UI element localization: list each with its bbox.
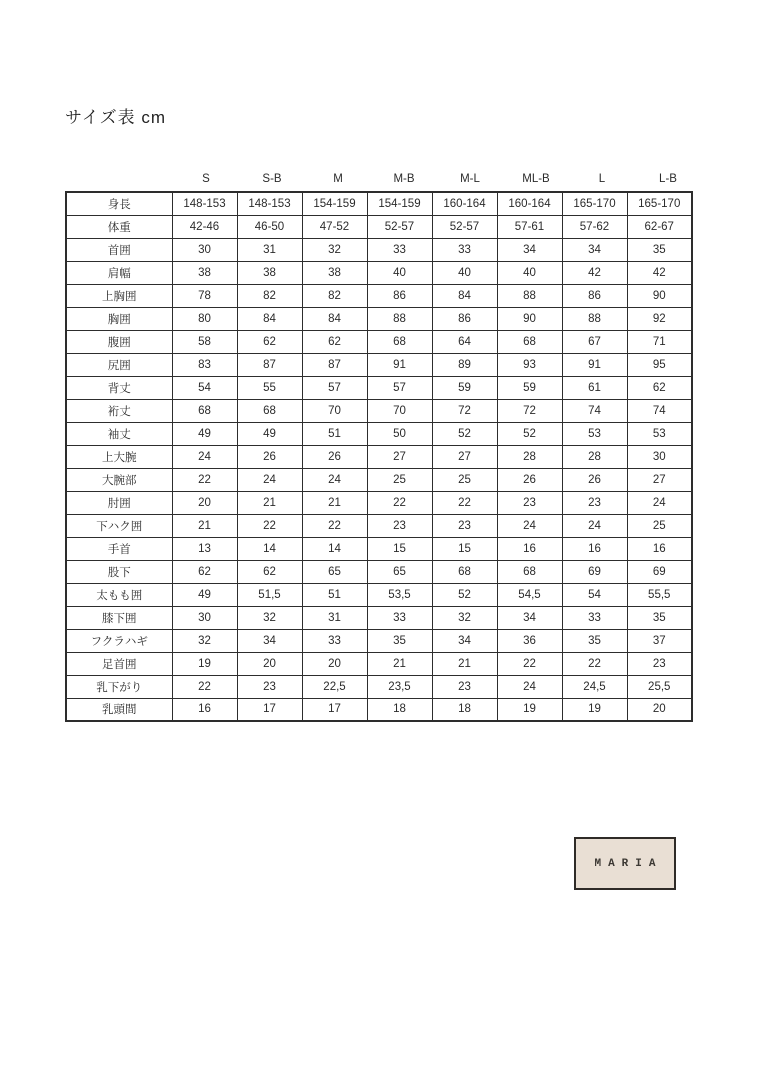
cell: 40 (497, 261, 562, 284)
cell: 24 (562, 514, 627, 537)
cell: 87 (302, 353, 367, 376)
cell: 23 (497, 491, 562, 514)
row-label: 裄丈 (66, 399, 172, 422)
cell: 33 (302, 629, 367, 652)
cell: 33 (367, 606, 432, 629)
cell: 84 (237, 307, 302, 330)
cell: 21 (302, 491, 367, 514)
column-header-m-l: M-L (460, 172, 480, 185)
cell: 91 (562, 353, 627, 376)
cell: 26 (302, 445, 367, 468)
cell: 37 (627, 629, 692, 652)
cell: 160-164 (497, 192, 562, 215)
cell: 165-170 (627, 192, 692, 215)
table-row (66, 261, 692, 284)
cell: 62 (237, 330, 302, 353)
cell: 74 (627, 399, 692, 422)
cell: 24 (237, 468, 302, 491)
cell: 93 (497, 353, 562, 376)
row-label: 上胸囲 (66, 284, 172, 307)
row-label: 首囲 (66, 238, 172, 261)
cell: 67 (562, 330, 627, 353)
cell: 15 (367, 537, 432, 560)
cell: 21 (432, 652, 497, 675)
cell: 18 (432, 698, 497, 721)
cell: 52 (432, 583, 497, 606)
table-row (66, 629, 692, 652)
cell: 68 (432, 560, 497, 583)
size-header-row (65, 166, 701, 191)
cell: 22,5 (302, 675, 367, 698)
cell: 26 (497, 468, 562, 491)
cell: 28 (497, 445, 562, 468)
cell: 65 (302, 560, 367, 583)
cell: 38 (237, 261, 302, 284)
cell: 62 (627, 376, 692, 399)
cell: 52 (432, 422, 497, 445)
table-row (66, 445, 692, 468)
cell: 18 (367, 698, 432, 721)
cell: 25 (432, 468, 497, 491)
cell: 34 (432, 629, 497, 652)
cell: 90 (627, 284, 692, 307)
cell: 55 (237, 376, 302, 399)
cell: 72 (497, 399, 562, 422)
cell: 71 (627, 330, 692, 353)
table-row (66, 468, 692, 491)
cell: 57-62 (562, 215, 627, 238)
column-header-m: M (333, 172, 343, 185)
cell: 61 (562, 376, 627, 399)
cell: 64 (432, 330, 497, 353)
column-header-l-b: L-B (659, 172, 677, 185)
cell: 35 (562, 629, 627, 652)
cell: 23 (627, 652, 692, 675)
table-row (66, 675, 692, 698)
cell: 34 (237, 629, 302, 652)
cell: 148-153 (172, 192, 237, 215)
cell: 50 (367, 422, 432, 445)
cell: 22 (237, 514, 302, 537)
cell: 38 (172, 261, 237, 284)
cell: 20 (172, 491, 237, 514)
cell: 17 (237, 698, 302, 721)
cell: 16 (562, 537, 627, 560)
table-row (66, 514, 692, 537)
cell: 86 (367, 284, 432, 307)
cell: 59 (432, 376, 497, 399)
cell: 47-52 (302, 215, 367, 238)
cell: 25 (627, 514, 692, 537)
cell: 21 (367, 652, 432, 675)
cell: 22 (367, 491, 432, 514)
table-row (66, 307, 692, 330)
cell: 69 (562, 560, 627, 583)
cell: 34 (562, 238, 627, 261)
cell: 42 (562, 261, 627, 284)
row-label: 尻囲 (66, 353, 172, 376)
row-label: 股下 (66, 560, 172, 583)
cell: 53,5 (367, 583, 432, 606)
cell: 88 (367, 307, 432, 330)
cell: 13 (172, 537, 237, 560)
table-row (66, 422, 692, 445)
row-label: 袖丈 (66, 422, 172, 445)
row-label: 肘囲 (66, 491, 172, 514)
row-label: 太もも囲 (66, 583, 172, 606)
cell: 33 (432, 238, 497, 261)
cell: 31 (302, 606, 367, 629)
cell: 21 (237, 491, 302, 514)
table-row (66, 238, 692, 261)
table-row (66, 698, 692, 721)
cell: 34 (497, 238, 562, 261)
table-row (66, 560, 692, 583)
cell: 95 (627, 353, 692, 376)
brand-logo (574, 837, 676, 890)
column-header-m-b: M-B (393, 172, 415, 185)
cell: 57-61 (497, 215, 562, 238)
cell: 88 (497, 284, 562, 307)
cell: 90 (497, 307, 562, 330)
cell: 54 (562, 583, 627, 606)
row-label: 上大腕 (66, 445, 172, 468)
cell: 154-159 (367, 192, 432, 215)
cell: 25 (367, 468, 432, 491)
cell: 51 (302, 583, 367, 606)
cell: 36 (497, 629, 562, 652)
row-label: 下ハク囲 (66, 514, 172, 537)
cell: 22 (562, 652, 627, 675)
table-row (66, 330, 692, 353)
row-label: 肩幅 (66, 261, 172, 284)
row-label: 胸囲 (66, 307, 172, 330)
table-row (66, 606, 692, 629)
cell: 24 (172, 445, 237, 468)
cell: 24 (497, 514, 562, 537)
column-header-s-b: S-B (262, 172, 282, 185)
cell: 62 (172, 560, 237, 583)
cell: 52 (497, 422, 562, 445)
cell: 23 (367, 514, 432, 537)
table-row (66, 215, 692, 238)
cell: 20 (237, 652, 302, 675)
cell: 87 (237, 353, 302, 376)
cell: 68 (497, 330, 562, 353)
cell: 49 (172, 422, 237, 445)
cell: 92 (627, 307, 692, 330)
cell: 148-153 (237, 192, 302, 215)
cell: 23 (237, 675, 302, 698)
cell: 23 (432, 675, 497, 698)
cell: 74 (562, 399, 627, 422)
cell: 49 (172, 583, 237, 606)
cell: 57 (302, 376, 367, 399)
brand-logo-text: MARIA (594, 857, 663, 870)
cell: 25,5 (627, 675, 692, 698)
row-label: 手首 (66, 537, 172, 560)
row-label: 乳頭間 (66, 698, 172, 721)
cell: 80 (172, 307, 237, 330)
cell: 72 (432, 399, 497, 422)
cell: 86 (562, 284, 627, 307)
cell: 62-67 (627, 215, 692, 238)
cell: 57 (367, 376, 432, 399)
cell: 69 (627, 560, 692, 583)
page-title: サイズ表 cm (65, 108, 167, 127)
cell: 14 (302, 537, 367, 560)
cell: 23 (562, 491, 627, 514)
cell: 22 (172, 468, 237, 491)
cell: 46-50 (237, 215, 302, 238)
cell: 15 (432, 537, 497, 560)
cell: 68 (237, 399, 302, 422)
cell: 34 (497, 606, 562, 629)
cell: 54,5 (497, 583, 562, 606)
cell: 23 (432, 514, 497, 537)
cell: 26 (562, 468, 627, 491)
row-label: 乳下がり (66, 675, 172, 698)
cell: 54 (172, 376, 237, 399)
cell: 32 (432, 606, 497, 629)
cell: 83 (172, 353, 237, 376)
cell: 59 (497, 376, 562, 399)
cell: 14 (237, 537, 302, 560)
cell: 65 (367, 560, 432, 583)
column-header-ml-b: ML-B (522, 172, 550, 185)
cell: 32 (237, 606, 302, 629)
cell: 40 (432, 261, 497, 284)
cell: 51 (302, 422, 367, 445)
cell: 16 (497, 537, 562, 560)
table-row (66, 353, 692, 376)
cell: 38 (302, 261, 367, 284)
cell: 24 (627, 491, 692, 514)
cell: 165-170 (562, 192, 627, 215)
row-label: フクラハギ (66, 629, 172, 652)
cell: 84 (302, 307, 367, 330)
row-label: 膝下囲 (66, 606, 172, 629)
table-row (66, 537, 692, 560)
cell: 78 (172, 284, 237, 307)
cell: 52-57 (367, 215, 432, 238)
cell: 20 (627, 698, 692, 721)
cell: 24,5 (562, 675, 627, 698)
table-row (66, 652, 692, 675)
cell: 30 (172, 238, 237, 261)
table-row (66, 491, 692, 514)
cell: 70 (302, 399, 367, 422)
table-row (66, 399, 692, 422)
cell: 31 (237, 238, 302, 261)
cell: 22 (172, 675, 237, 698)
row-label: 背丈 (66, 376, 172, 399)
cell: 51,5 (237, 583, 302, 606)
cell: 16 (627, 537, 692, 560)
cell: 33 (562, 606, 627, 629)
cell: 22 (432, 491, 497, 514)
cell: 16 (172, 698, 237, 721)
cell: 17 (302, 698, 367, 721)
cell: 82 (302, 284, 367, 307)
cell: 22 (497, 652, 562, 675)
cell: 62 (302, 330, 367, 353)
cell: 35 (627, 606, 692, 629)
cell: 24 (302, 468, 367, 491)
cell: 27 (367, 445, 432, 468)
cell: 26 (237, 445, 302, 468)
cell: 40 (367, 261, 432, 284)
cell: 82 (237, 284, 302, 307)
cell: 23,5 (367, 675, 432, 698)
cell: 19 (497, 698, 562, 721)
table-row (66, 376, 692, 399)
cell: 22 (302, 514, 367, 537)
cell: 68 (497, 560, 562, 583)
cell: 35 (367, 629, 432, 652)
cell: 35 (627, 238, 692, 261)
cell: 19 (172, 652, 237, 675)
cell: 70 (367, 399, 432, 422)
cell: 32 (302, 238, 367, 261)
cell: 42-46 (172, 215, 237, 238)
cell: 84 (432, 284, 497, 307)
cell: 55,5 (627, 583, 692, 606)
cell: 21 (172, 514, 237, 537)
size-chart (65, 166, 701, 722)
cell: 53 (562, 422, 627, 445)
cell: 160-164 (432, 192, 497, 215)
cell: 53 (627, 422, 692, 445)
table-row (66, 583, 692, 606)
column-header-s: S (202, 172, 210, 185)
cell: 49 (237, 422, 302, 445)
cell: 30 (172, 606, 237, 629)
cell: 32 (172, 629, 237, 652)
column-header-l: L (598, 172, 606, 185)
size-table (65, 191, 693, 722)
cell: 24 (497, 675, 562, 698)
cell: 89 (432, 353, 497, 376)
cell: 19 (562, 698, 627, 721)
row-label: 大腕部 (66, 468, 172, 491)
table-row (66, 284, 692, 307)
cell: 62 (237, 560, 302, 583)
cell: 58 (172, 330, 237, 353)
cell: 88 (562, 307, 627, 330)
row-label: 足首囲 (66, 652, 172, 675)
cell: 42 (627, 261, 692, 284)
row-label: 腹囲 (66, 330, 172, 353)
cell: 33 (367, 238, 432, 261)
cell: 86 (432, 307, 497, 330)
cell: 154-159 (302, 192, 367, 215)
row-label: 体重 (66, 215, 172, 238)
cell: 68 (367, 330, 432, 353)
cell: 91 (367, 353, 432, 376)
table-row (66, 192, 692, 215)
cell: 30 (627, 445, 692, 468)
cell: 52-57 (432, 215, 497, 238)
cell: 27 (432, 445, 497, 468)
cell: 27 (627, 468, 692, 491)
cell: 68 (172, 399, 237, 422)
row-label: 身長 (66, 192, 172, 215)
cell: 20 (302, 652, 367, 675)
cell: 28 (562, 445, 627, 468)
